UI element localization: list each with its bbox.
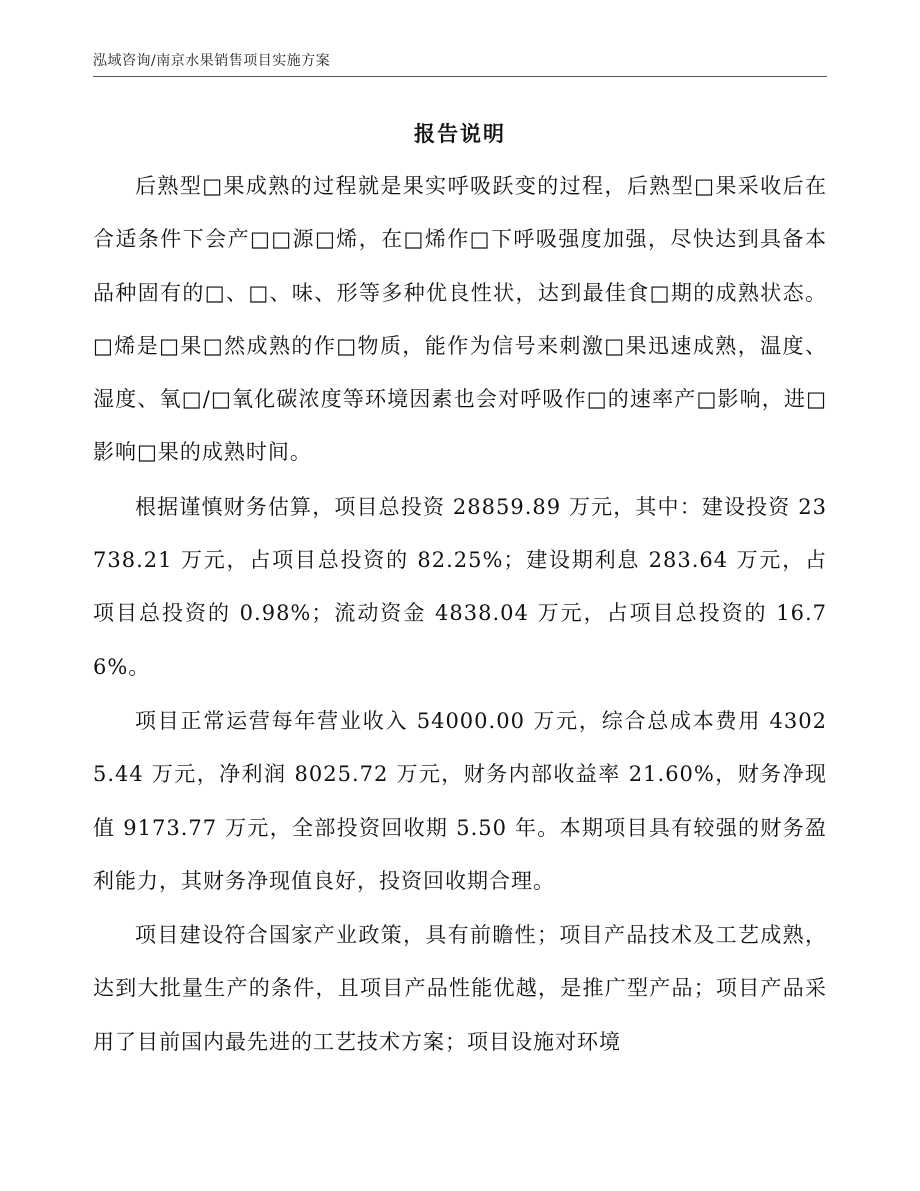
- paragraph-investment: 根据谨慎财务估算，项目总投资 28859.89 万元，其中：建设投资 23738.21 万元，占项目总投资的 82.25%；建设期利息 283.64 万元，占项目总投资的 0.98%；流动资金 4838.04 万元，占项目总投资的 16.76%。: [93, 494, 827, 679]
- running-header: 泓域咨询/南京水果销售项目实施方案: [93, 53, 331, 69]
- header-rule: [93, 76, 827, 77]
- paragraph-policy: 项目建设符合国家产业政策，具有前瞻性；项目产品技术及工艺成熟，达到大批量生产的条件，且项目产品性能优越，是推广型产品；项目产品采用了目前国内最先进的工艺技术方案；项目设施对环境: [93, 923, 827, 1054]
- document-body: [93, 160, 827, 1069]
- paragraph-ripening: 后熟型□果成熟的过程就是果实呼吸跃变的过程，后熟型□果采收后在合适条件下会产□□源□烯，在□烯作□下呼吸强度加强，尽快达到具备本品种固有的□、□、味、形等多种优良性状，达到最佳食□期的成熟状态。□烯是□果□然成熟的作□物质，能作为信号来刺激□果迅速成熟，温度、湿度、氧□/□氧化碳浓度等环境因素也会对呼吸作□的速率产□影响，进□影响□果的成熟时间。: [93, 174, 827, 465]
- paragraph-revenue: 项目正常运营每年营业收入 54000.00 万元，综合总成本费用 43025.44 万元，净利润 8025.72 万元，财务内部收益率 21.60%，财务净现值 9173.77 万元，全部投资回收期 5.50 年。本期项目具有较强的财务盈利能力，其财务净现值良好，投资回收期合理。: [93, 708, 827, 893]
- section-title: 报告说明: [414, 121, 506, 146]
